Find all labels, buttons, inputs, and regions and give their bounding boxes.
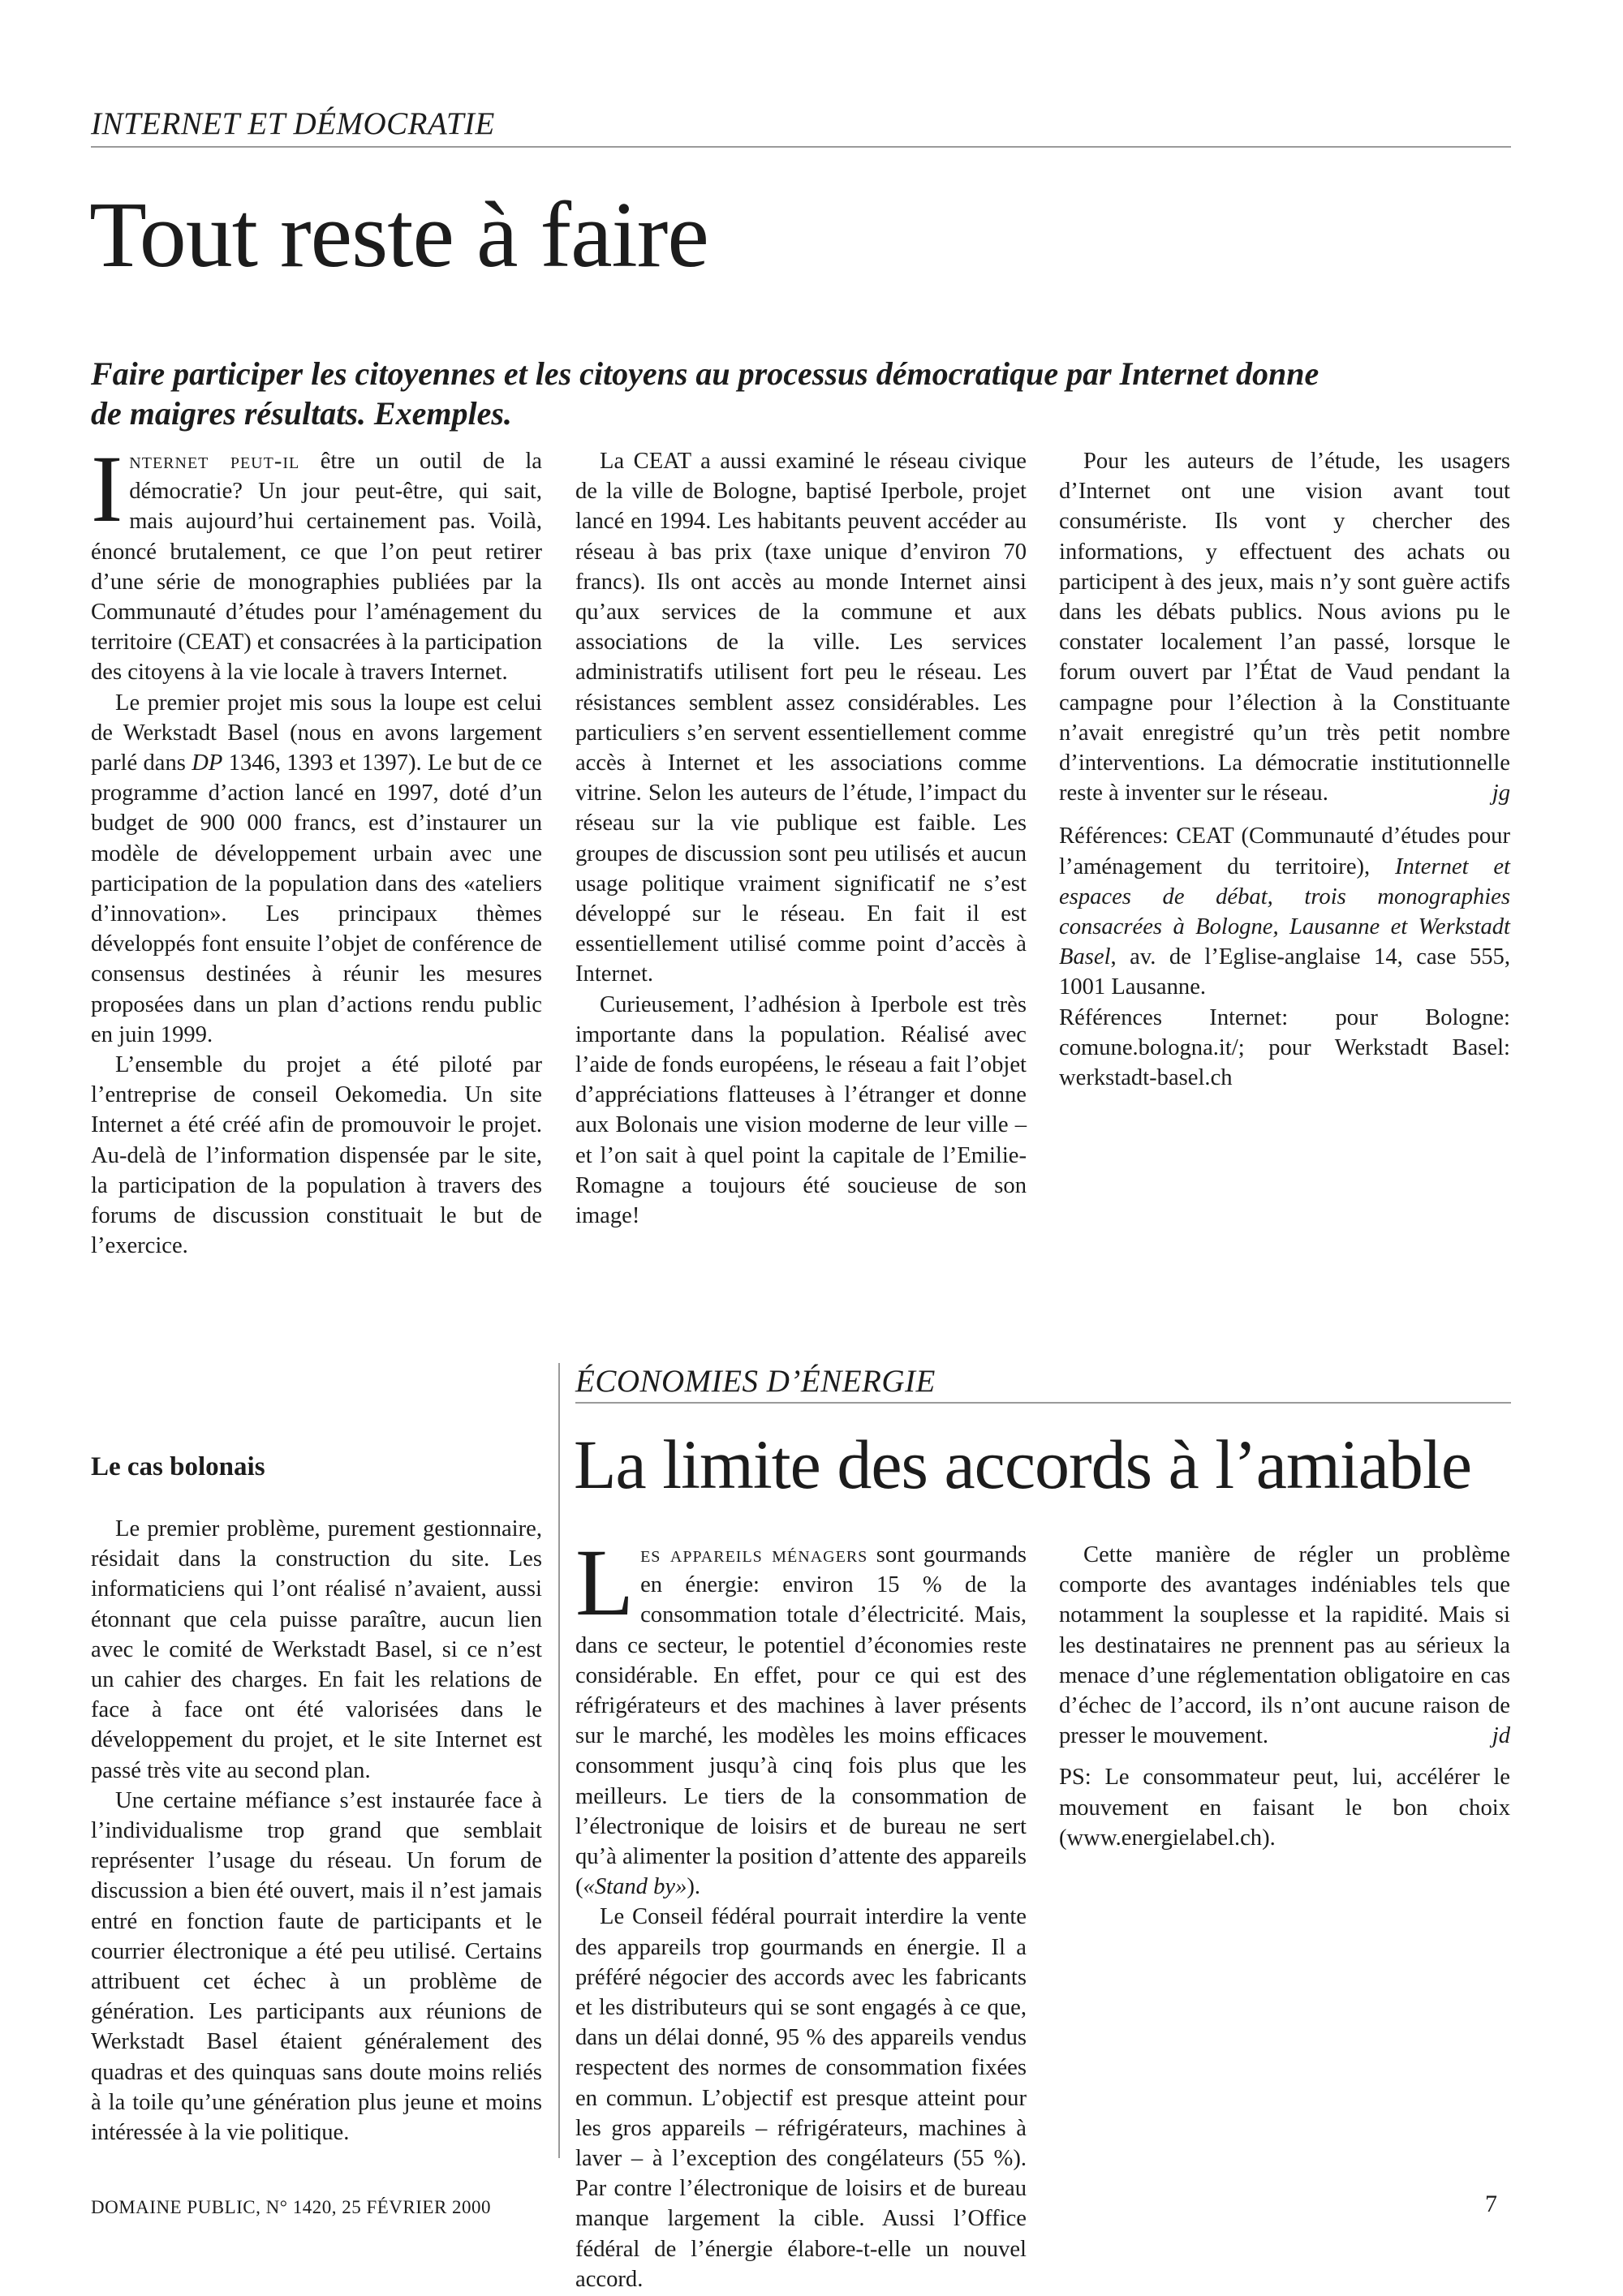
- section-label-energie: ÉCONOMIES D’ÉNERGIE: [575, 1364, 936, 1399]
- article-paragraph-2: Le premier projet mis sous la loupe est celui de Werkstadt Basel (nous en avons largement parlé dans DP 1346, 1393 et 1397). Le but de ce programme d’action lancé en 1997, doté d’un budget de 900 000 francs, est d’instaurer un modèle de développement urbain avec une participation de la population dans des «ateliers d’innovation». Les principaux thèmes développés font ensuite l’objet de conférence de consensus destinées à réunir les mesures proposées dans un plan d’actions rendu public en juin 1999.: [91, 690, 542, 1047]
- references: Références: CEAT (Communauté d’études pour l’aménagement du territoire), Internet et espaces de débat, trois monographies consacrées à Bologne, Lausanne et Werkstadt Basel, av. de l’Eglise-anglaise 14, case 555, 1001 Lausanne.: [1059, 823, 1510, 1000]
- article-paragraph-5: Une certaine méfiance s’est instaurée face à l’individualisme trop grand que semblait représenter l’usage du réseau. Un forum de discussion a bien été ouvert, mais il n’est jamais entré en fonction faute de participants et le courrier électronique a été peu utilisé. Certains attribuent cet échec à un problème de génération. Les participants aux réunions de Werkstadt Basel étaient généralement des quadras et des quinquas sans doute moins reliés à la toile qu’une génération plus jeune et moins intéressée à la vie politique.: [91, 1787, 542, 2146]
- article2-title: La limite des accords à l’amiable: [574, 1425, 1471, 1503]
- references-internet: Références Internet: pour Bologne: comune.bologna.it/; pour Werkstadt Basel: werkstadt-basel.ch: [1059, 1004, 1510, 1091]
- article2-paragraph-1: Les appareils ménagers sont gourmands en énergie: environ 15 % de la consommation totale d’électricité. Mais, dans ce secteur, le potentiel d’économies reste considérable. En effet, pour ce qui est des réfrigérateurs et des machines à laver présents sur le marché, les modèles les moins efficaces consomment jusqu’à cinq fois plus que les meilleurs. Le tiers de la consommation de l’électronique de loisirs et de bureau ne sert qu’à alimenter la position d’attente des appareils («Stand by»).: [575, 1529, 1027, 1900]
- article-title: Tout reste à faire: [89, 183, 708, 287]
- page-number: 7: [1485, 2191, 1497, 2217]
- article-paragraph-7: Curieusement, l’adhésion à Iperbole est très importante dans la population. Réalisé avec l’aide de fonds européens, le réseau a fait l’objet d’appréciations flatteuses à l’étranger et donne aux Bolonais une vision moderne de leur ville – et l’on sait à quel point la capitale de l’Emilie-Romagne a toujours été soucieuse de son image!: [575, 991, 1027, 1229]
- article-column-2: [575, 446, 1027, 1298]
- article-paragraph-4: Le premier problème, purement gestionnaire, résidait dans la construction du site. Les informaticiens qui l’ont réalisé n’avaient, aussi étonnant que cela puisse paraître, aucun lien avec le comité de Werkstadt Basel, si ce n’est un cahier des charges. En fait les relations de face à face ont été valorisées dans le développement du projet, et le site Internet est passé très vite au second plan.: [91, 1516, 542, 1783]
- article-column-3: [1059, 446, 1510, 1298]
- lead-in-2: es appareils ménagers: [640, 1542, 868, 1567]
- section-rule-2: [575, 1402, 1511, 1404]
- footer-publication: DOMAINE PUBLIC, N° 1420, 25 FÉVRIER 2000: [91, 2197, 492, 2217]
- section-label-internet: INTERNET ET DÉMOCRATIE: [91, 106, 495, 141]
- article-column-1b: [91, 1514, 542, 2150]
- article-column-1: [91, 436, 542, 1417]
- drop-cap: I: [91, 436, 123, 542]
- article2-column-2: [1059, 1540, 1510, 2156]
- article2-column-1: [575, 1529, 1027, 2292]
- author-signoff: jg: [1492, 780, 1510, 806]
- postscript: PS: Le consommateur peut, lui, accélérer le mouvement en faisant le bon choix (www.energielabel.ch).: [1059, 1765, 1510, 1851]
- column-divider: [558, 1363, 560, 2158]
- article-paragraph-6: La CEAT a aussi examiné le réseau civique de la ville de Bologne, baptisé Iperbole, projet lancé en 1994. Les habitants peuvent accéder au réseau à bas prix (taxe unique d’environ 70 francs). Ils ont accès au monde Internet ainsi qu’aux services de la commune et aux associations de la ville. Les services administratifs utilisent fort peu le réseau. Les résistances semblent assez considérables. Les particuliers s’en servent essentiellement comme accès à Internet et les associations comme vitrine. Selon les auteurs de l’étude, l’impact du réseau sur la vie publique est faible. Les groupes de discussion sont peu utilisés et aucun usage politique vraiment significatif ne s’est développé sur le réseau. En fait il est essentiellement utilisé comme point d’accès à Internet.: [575, 449, 1027, 987]
- subhead-cas-bolonais: Le cas bolonais: [91, 1452, 265, 1481]
- author-signoff-2: jd: [1492, 1723, 1510, 1749]
- article-paragraph-8: Pour les auteurs de l’étude, les usagers d’Internet ont une vision avant tout consumériste. Ils vont y chercher des informations, y effectuent des achats ou participent à des jeux, mais n’y sont guère actifs dans les débats publics. Nous avions pu le constater localement l’an passé, lorsque le forum ouvert par l’État de Vaud pendant la campagne pour l’élection à la Constituante n’avait enregistré qu’un très petit nombre d’interventions. La démocratie institutionnelle reste à inventer sur le réseau. jg: [1059, 446, 1510, 808]
- section-rule: [91, 146, 1511, 148]
- article-lede: Faire participer les citoyennes et les citoyens au processus démocratique par Internet donne de maigres résultats. Exemples.: [91, 355, 1319, 432]
- article-paragraph-3: L’ensemble du projet a été piloté par l’entreprise de conseil Oekomedia. Un site Internet a été créé afin de promouvoir le projet. Au-delà de l’information dispensée par le site, la participation de la population à travers des forums de discussion constituait le but de l’exercice.: [91, 1052, 542, 1259]
- article2-paragraph-3: Cette manière de régler un problème comporte des avantages indéniables tels que notamment la souplesse et la rapidité. Mais si les destinataires ne prennent pas au sérieux la menace d’une réglementation obligatoire en cas d’échec de l’accord, ils n’ont aucune raison de presser le mouvement. jd: [1059, 1540, 1510, 1751]
- drop-cap-2: L: [575, 1529, 635, 1636]
- lead-in: nternet peut-il: [129, 449, 300, 474]
- article-paragraph-1: Internet peut-il être un outil de la démocratie? Un jour peut-être, qui sait, mais aujourd’hui certainement pas. Voilà, énoncé brutalement, ce que l’on peut retirer d’une série de monographies publiées par la Communauté d’études pour l’aménagement du territoire (CEAT) et consacrées à la participation des citoyens à la vie locale à travers Internet.: [91, 436, 542, 686]
- article2-paragraph-2: Le Conseil fédéral pourrait interdire la vente des appareils trop gourmands en énergie. Il a préféré négocier des accords avec les fabricants et les distributeurs qui se sont engagés à ce que, dans un délai donné, 95 % des appareils vendus respectent des normes de consommation fixées en commun. L’objectif est presque atteint pour les gros appareils – réfrigérateurs, machines à laver – à l’exception des congélateurs (55 %). Par contre l’électronique de loisirs et de bureau manque largement la cible. Aussi l’Office fédéral de l’énergie élabore-t-elle un nouvel accord.: [575, 1904, 1027, 2292]
